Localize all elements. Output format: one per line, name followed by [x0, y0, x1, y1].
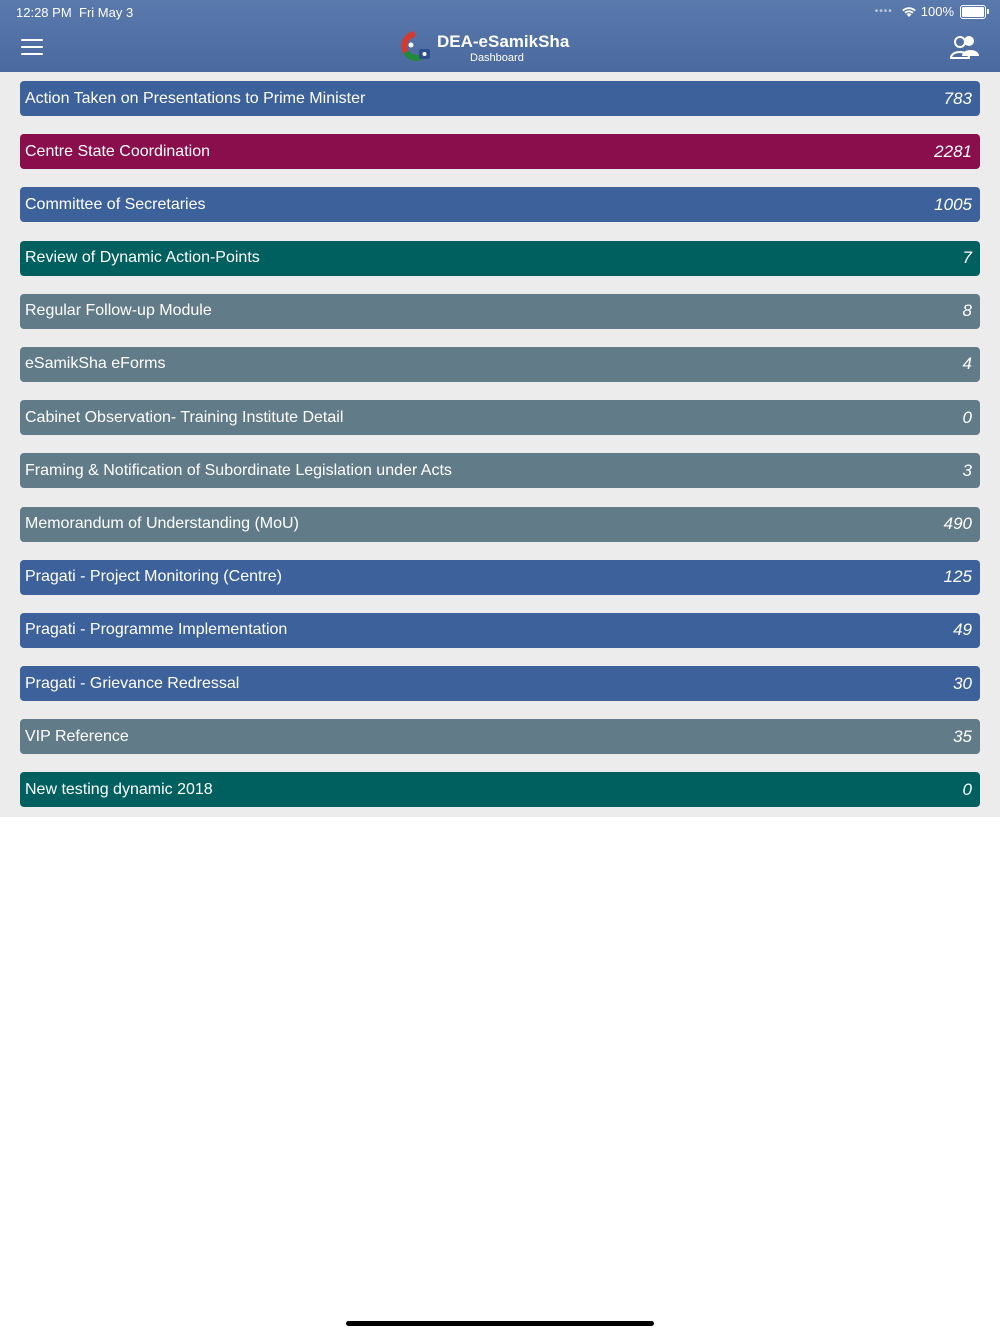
dashboard-item-count: 49: [953, 620, 972, 640]
dashboard-item-label: Framing & Notification of Subordinate Legislation under Acts: [25, 461, 452, 479]
dashboard-item-label: Cabinet Observation- Training Institute Detail: [25, 408, 344, 426]
dashboard-item-count: 490: [943, 514, 972, 533]
status-date: Fri May 3: [79, 5, 134, 20]
dashboard-item-count: 2281: [934, 141, 972, 161]
dashboard-list-container: [0, 72, 1000, 817]
dashboard-item[interactable]: [20, 560, 980, 595]
dashboard-list: [20, 81, 980, 826]
dashboard-item-label: Centre State Coordination: [25, 142, 210, 160]
menu-button[interactable]: [21, 39, 43, 57]
dashboard-item-label: Regular Follow-up Module: [25, 302, 212, 320]
dashboard-item-label: Pragati - Project Monitoring (Centre): [25, 568, 282, 586]
app-logo: [400, 31, 432, 61]
dashboard-item-label: eSamikSha eForms: [25, 355, 166, 373]
dashboard-item[interactable]: [20, 81, 980, 116]
dashboard-item-count: 0: [962, 407, 972, 427]
dashboard-item-count: 125: [943, 567, 972, 587]
battery-icon: [960, 5, 986, 19]
status-indicators: [875, 4, 986, 19]
dashboard-item[interactable]: [20, 719, 980, 754]
wifi-icon: [901, 6, 917, 18]
home-indicator[interactable]: [346, 1321, 654, 1326]
dashboard-item[interactable]: [20, 507, 980, 542]
dashboard-item-label: VIP Reference: [25, 727, 129, 745]
dashboard-item-count: 4: [962, 354, 972, 374]
hamburger-menu-icon: [21, 39, 43, 41]
dashboard-item[interactable]: [20, 294, 980, 329]
dashboard-item[interactable]: [20, 453, 980, 488]
dashboard-item[interactable]: [20, 772, 980, 807]
dashboard-item[interactable]: [20, 400, 980, 435]
navigation-header: [0, 0, 1000, 72]
dashboard-item-label: Action Taken on Presentations to Prime Minister: [25, 89, 366, 107]
signal-icon: ••••: [874, 6, 893, 17]
dashboard-item-label: Pragati - Grievance Redressal: [25, 674, 240, 692]
dashboard-item-count: 3: [962, 460, 972, 480]
status-time: 12:28 PM: [16, 5, 72, 20]
battery-percentage: 100%: [920, 4, 954, 19]
dashboard-item-count: 1005: [934, 194, 972, 214]
dashboard-item[interactable]: [20, 666, 980, 701]
dashboard-item[interactable]: [20, 347, 980, 382]
dashboard-item-count: 7: [962, 248, 972, 268]
dashboard-item[interactable]: [20, 613, 980, 648]
dashboard-item[interactable]: [20, 187, 980, 222]
dashboard-item-count: 35: [953, 726, 972, 746]
dashboard-item-label: Memorandum of Understanding (MoU): [25, 515, 299, 532]
dashboard-item[interactable]: [20, 241, 980, 276]
status-bar: [0, 0, 1000, 24]
dashboard-item-label: Committee of Secretaries: [25, 195, 206, 213]
app-title: DEA-eSamikSha: [437, 32, 570, 51]
dashboard-item-label: Review of Dynamic Action-Points: [25, 249, 260, 267]
dashboard-item-count: 8: [962, 301, 972, 321]
dashboard-item-label: Pragati - Programme Implementation: [25, 621, 288, 639]
dashboard-item-count: 0: [962, 779, 972, 799]
dashboard-item[interactable]: [20, 134, 980, 169]
dashboard-item-count: 30: [953, 673, 972, 693]
dashboard-item-count: 783: [943, 88, 972, 108]
dashboard-item-label: New testing dynamic 2018: [25, 780, 213, 798]
users-icon[interactable]: [950, 34, 980, 60]
page-subtitle: Dashboard: [470, 52, 524, 64]
